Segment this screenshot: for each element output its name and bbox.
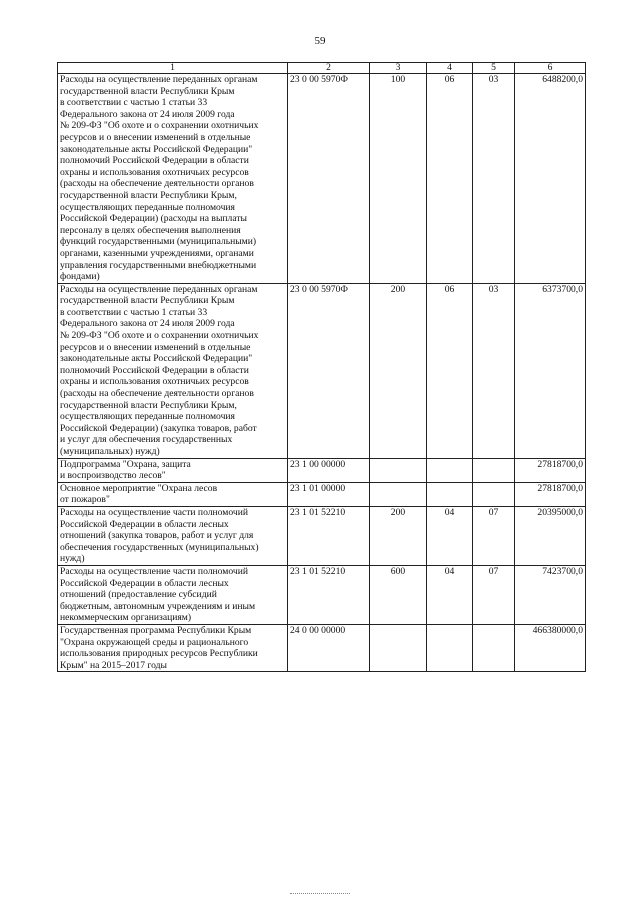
row-name — [58, 624, 288, 671]
header-col-2: 2 — [288, 63, 370, 74]
row-vr: 100 — [370, 74, 427, 284]
row-pr: 07 — [473, 565, 515, 624]
budget-table — [57, 62, 586, 672]
row-code: 23 1 01 00000 — [288, 482, 370, 506]
row-pr — [473, 458, 515, 482]
row-pr: 03 — [473, 283, 515, 458]
row-pr — [473, 624, 515, 671]
row-vr: 200 — [370, 283, 427, 458]
row-name — [58, 458, 288, 482]
table-row — [58, 624, 586, 671]
row-name — [58, 74, 288, 284]
row-vr: 200 — [370, 506, 427, 565]
row-amount: 6373700,0 — [515, 283, 586, 458]
header-row — [58, 63, 586, 74]
row-name-text: Расходы на осуществление части полномочий Российской Федерации в области лесных отношений (закупка товаров, работ и услуг для обеспечения государственных (муниципальных) нужд) — [60, 506, 259, 565]
header-col-6: 6 — [515, 63, 586, 74]
row-rz — [427, 458, 473, 482]
row-rz — [427, 624, 473, 671]
row-name-text: Расходы на осуществление переданных органам государственной власти Республики Крым в соответствии с частью 1 статьи 33 Федерального закона от 24 июля 2009 года № 209-ФЗ "Об охоте и о сохранении охотничьих ресурсов и о внесении изменений в отдельные законодательные акты Российской Федерации" полномочий Российской Федерации в области охраны и использования охотничьих ресурсов (расходы на обеспечение деятельности органов государственной власти Республики Крым, осуществляющих переданные полномочия Российской Федерации) (закупка товаров, работ и услуг для обеспечения государственных (муниципальных) нужд) — [60, 283, 259, 457]
scan-mark — [290, 893, 350, 895]
header-col-4: 4 — [427, 63, 473, 74]
header-col-1: 1 — [58, 63, 288, 74]
table-row — [58, 458, 586, 482]
row-code: 23 1 01 52210 — [288, 565, 370, 624]
row-pr: 03 — [473, 74, 515, 284]
page-number: 59 — [314, 35, 326, 47]
row-name-text: Государственная программа Республики Крым "Охрана окружающей среды и рационального использования природных ресурсов Республики Крым" на 2015–2017 годы — [60, 624, 258, 671]
row-rz — [427, 482, 473, 506]
table-row — [58, 283, 586, 458]
row-name — [58, 506, 288, 565]
row-name-text: Расходы на осуществление переданных органам государственной власти Республики Крым в соответствии с частью 1 статьи 33 Федерального закона от 24 июля 2009 года № 209-ФЗ "Об охоте и о сохранении охотничьих ресурсов и о внесении изменений в отдельные законодательные акты Российской Федерации" полномочий Российской Федерации в области охраны и использования охотничьих ресурсов (расходы на обеспечение деятельности органов государственной власти Республики Крым, осуществляющих переданные полномочия Российской Федерации) (расходы на выплаты персоналу в целях обеспечения выполнения функций государственными (муниципальными) органами, казенными учреждениями, органами управления государственными внебюджетными фондами) — [60, 74, 259, 283]
row-amount: 20395000,0 — [515, 506, 586, 565]
row-name — [58, 565, 288, 624]
row-name-text: Расходы на осуществление части полномочий Российской Федерации в области лесных отношений (предоставление субсидий бюджетным, автономным учреждениям и иным некоммерческим организациям) — [60, 565, 256, 624]
header-col-3: 3 — [370, 63, 427, 74]
row-vr — [370, 624, 427, 671]
table-row — [58, 482, 586, 506]
row-pr — [473, 482, 515, 506]
row-amount: 27818700,0 — [515, 458, 586, 482]
row-rz: 06 — [427, 74, 473, 284]
row-name — [58, 482, 288, 506]
row-vr — [370, 482, 427, 506]
row-code: 23 0 00 5970Ф — [288, 283, 370, 458]
row-amount: 27818700,0 — [515, 482, 586, 506]
row-vr — [370, 458, 427, 482]
row-code: 23 1 00 00000 — [288, 458, 370, 482]
row-name-text: Подпрограмма "Охрана, защита и воспроизводство лесов" — [60, 458, 191, 482]
row-rz: 06 — [427, 283, 473, 458]
row-code: 23 1 01 52210 — [288, 506, 370, 565]
row-amount: 7423700,0 — [515, 565, 586, 624]
header-col-5: 5 — [473, 63, 515, 74]
row-amount: 6488200,0 — [515, 74, 586, 284]
table-row — [58, 74, 586, 284]
table-row — [58, 506, 586, 565]
row-vr: 600 — [370, 565, 427, 624]
row-name — [58, 283, 288, 458]
row-rz: 04 — [427, 506, 473, 565]
row-pr: 07 — [473, 506, 515, 565]
row-amount: 466380000,0 — [515, 624, 586, 671]
row-rz: 04 — [427, 565, 473, 624]
table-row — [58, 565, 586, 624]
row-code: 23 0 00 5970Ф — [288, 74, 370, 284]
row-name-text: Основное мероприятие "Охрана лесов от пожаров" — [60, 482, 218, 506]
row-code: 24 0 00 00000 — [288, 624, 370, 671]
